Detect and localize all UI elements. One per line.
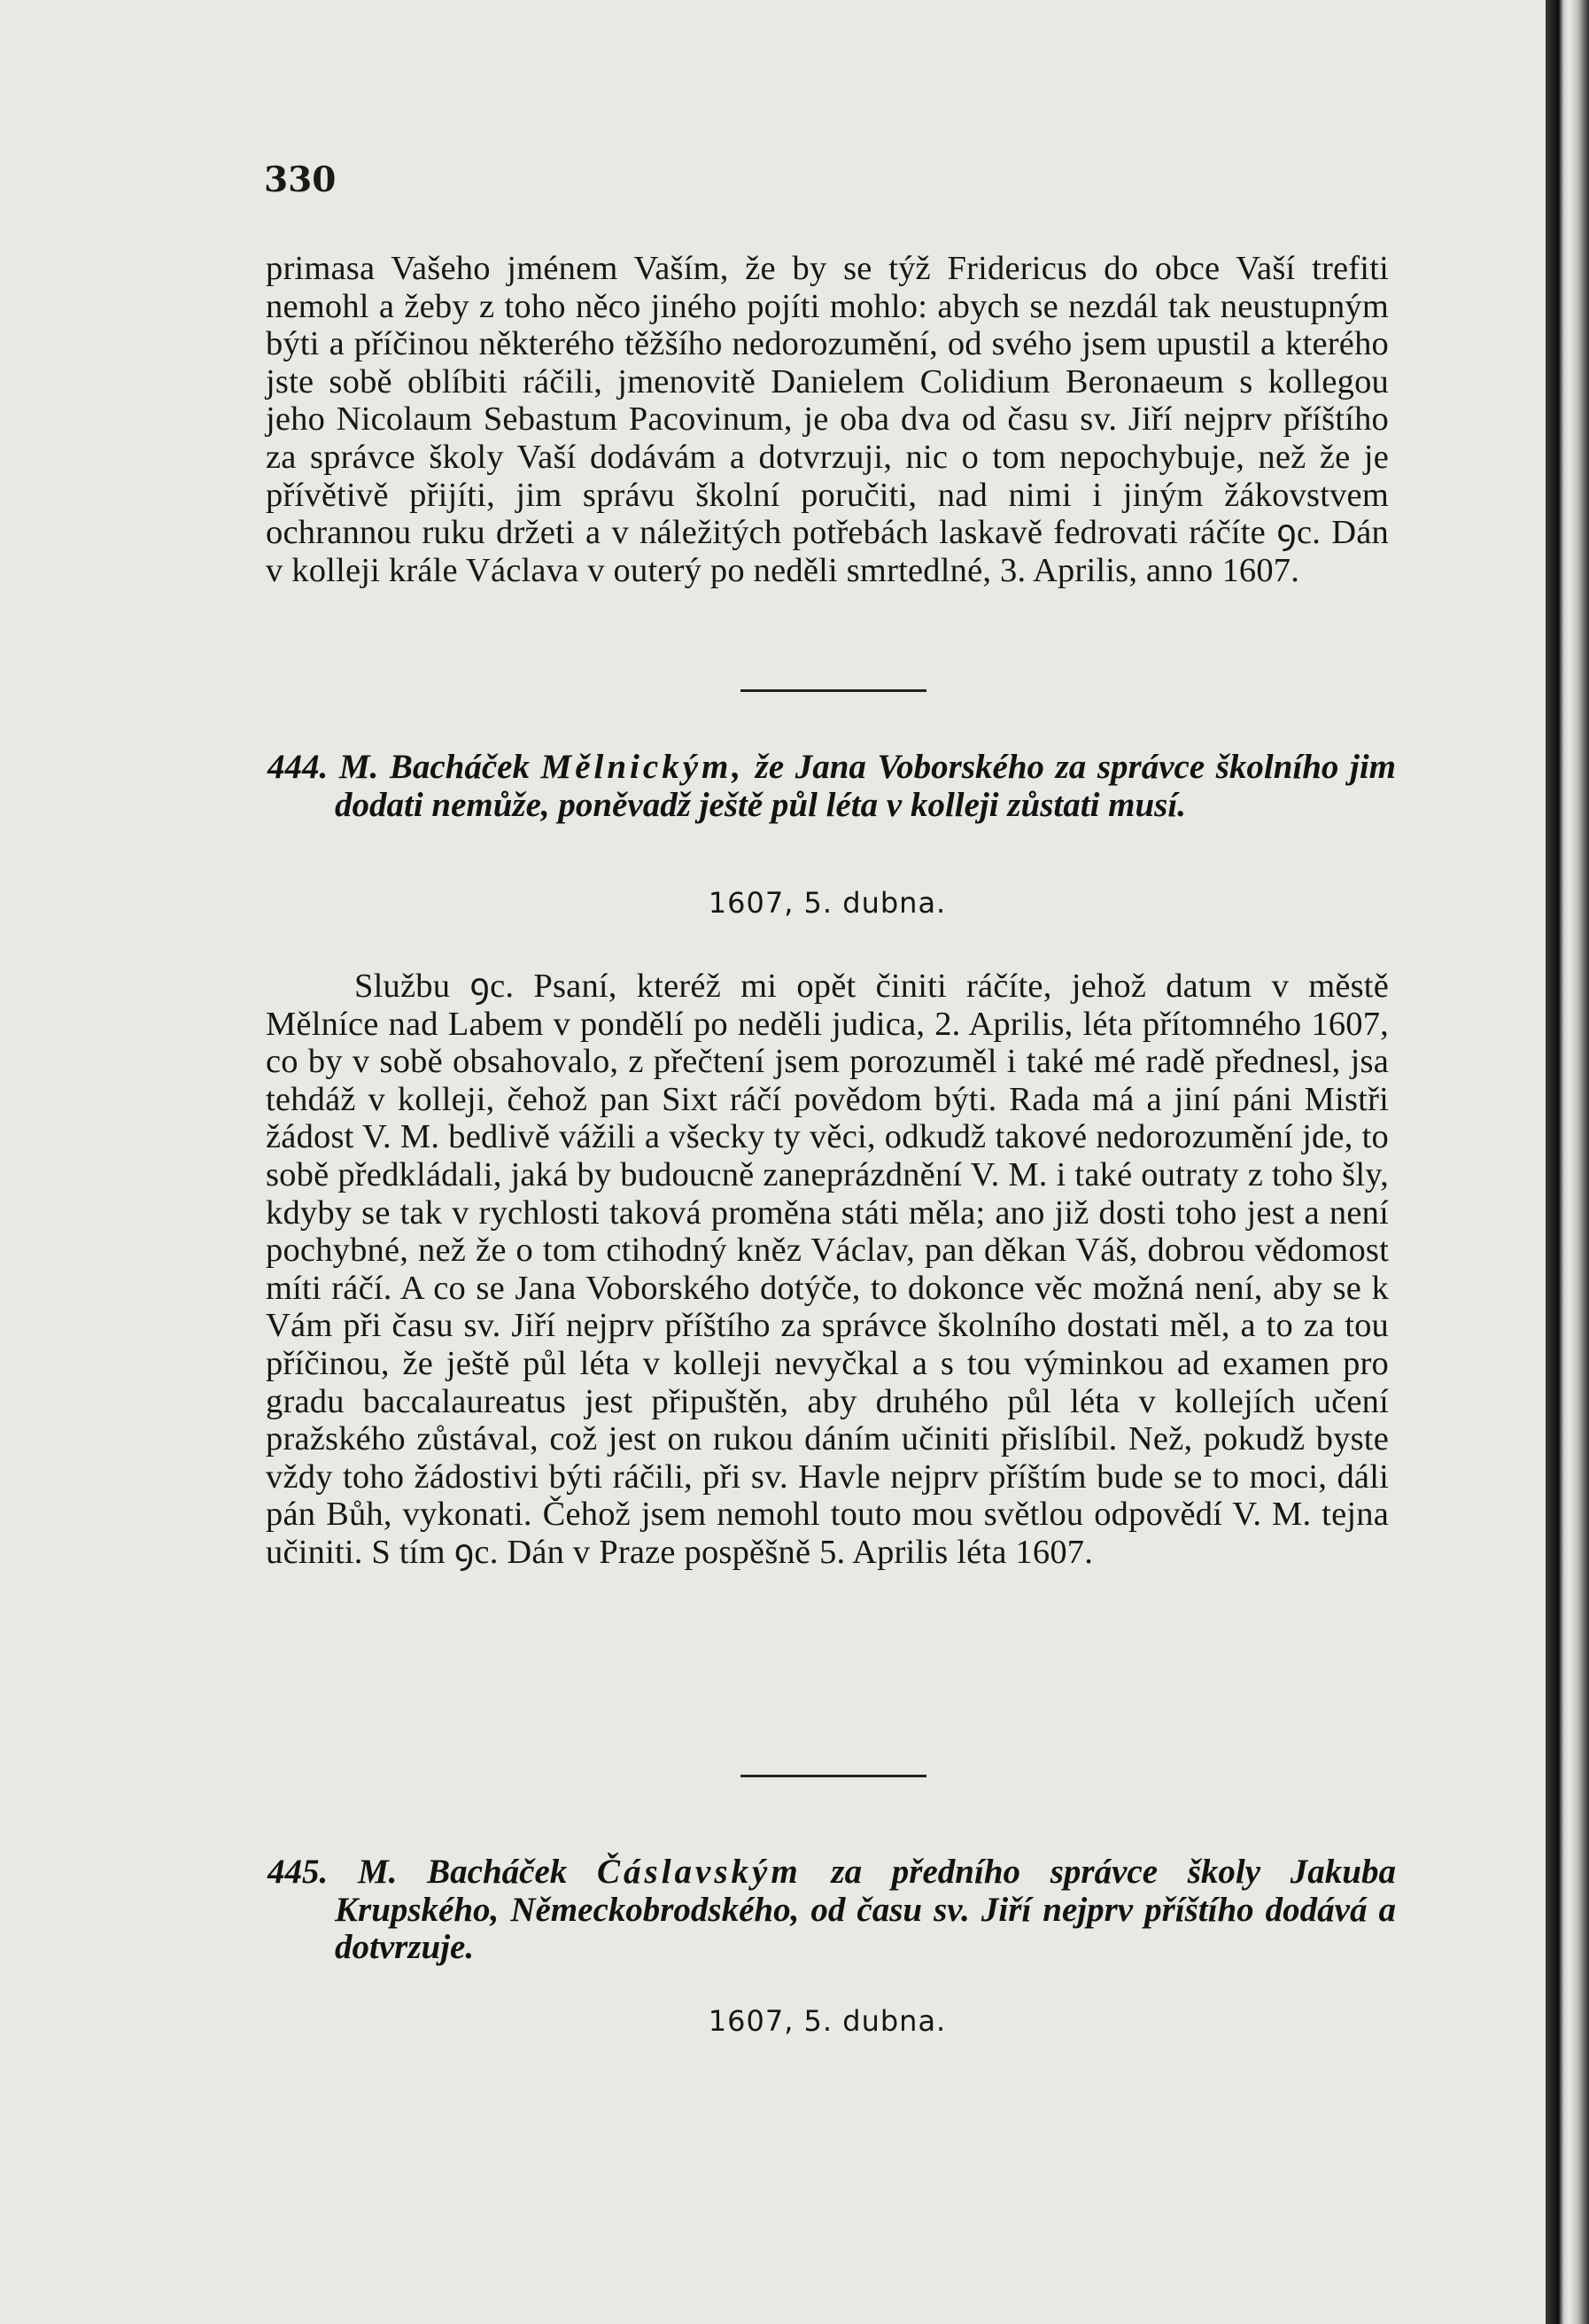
letter-444-heading-prefix: 444. M. Bacháček — [267, 748, 541, 786]
section-divider-2 — [740, 1775, 926, 1777]
letter-445-date: 1607, 5. dubna. — [708, 2004, 947, 2038]
continued-letter-paragraph: primasa Vašeho jménem Vaším, že by se týž Fridericus do obce Vaší trefiti nemohl a žeby z toho něco jiného pojíti mohlo: abych se nezdál tak neustupným býti a příčinou některého těžšího nedorozumění, od svého jsem upustil a kterého jste sobě oblíbiti ráčili, jmenovitě Danielem Colidium Beronaeum s kollegou jeho Nicolaum Sebastum Pacovinum, je oba dva od času sv. Jiří nejprv příštího za správce školy Vaší dodávám a dotvrzuji, nic o tom nepochybuje, než že je přívětivě přijíti, jim správu školní poručiti, nad nimi i jiným žákovstvem ochrannou ruku držeti a v náležitých potřebách laskavě fedrovati ráčíte ꝯc. Dán v kolleji krále Václava v outerý po neděli smrtedlné, 3. Aprilis, anno 1607. — [266, 250, 1389, 589]
letter-445-heading-prefix: 445. M. Bacháček — [267, 1853, 597, 1891]
letter-444-heading-addressee: Mělnickým, — [540, 748, 745, 786]
letter-444-body: Službu ꝯc. Psaní, kteréž mi opět činiti ráčíte, jehož datum v městě Mělníce nad Labem v pondělí po neděli judica, 2. Aprilis, léta přítomného 1607, co by v sobě obsahovalo, z přečtení jsem porozuměl i také mé radě přednesl, jsa tehdáž v kolleji, čehož pan Sixt ráčí povědom býti. Rada má a jiní páni Mistři žádost V. M. bedlivě vážili a všecky ty věci, odkudž takové nedorozumění jde, to sobě předkládali, jaká by budoucně zaneprázdnění V. M. i také outraty z toho šly, kdyby se tak v rychlosti taková proměna státi měla; ano již dosti toho jest a není pochybné, než že o tom ctihodný kněz Václav, pan děkan Váš, dobrou vědomost míti ráčí. A co se Jana Voborského dotýče, to dokonce věc možná není, aby se k Vám při času sv. Jiří nejprv příštího za správce školního dostati měl, a to za tou příčinou, že ještě půl léta v kolleji nevyčkal a s tou výminkou ad examen pro gradu baccalaureatus jest připuštěn, aby druhého půl léta v kollejích učení pražského zůstával, což jest on rukou dáním učiniti přislíbil. Než, pokudž byste vždy toho žádostivi býti ráčili, při sv. Havle nejprv příštím bude se to moci, dáli pán Bůh, vykonati. Čehož jsem nemohl touto mou světlou odpovědí V. M. tejna učiniti. S tím ꝯc. Dán v Praze pospěšně 5. Aprilis léta 1607. — [266, 968, 1389, 1571]
letter-444-date: 1607, 5. dubna. — [708, 886, 947, 920]
letter-445-heading-summary: za předního správce školy Jakuba Krupského, Německobrodského, od času sv. Jiří nejprv příštího dodává a dotvrzuje. — [335, 1853, 1396, 1966]
letter-444-heading-summary: že Jana Voborského za správce školního jim dodati nemůže, poněvadž ještě půl léta v kolleji zůstati musí. — [335, 748, 1397, 824]
letter-444-heading — [267, 749, 1396, 824]
page-number: 330 — [264, 159, 337, 200]
letter-445-heading-addressee: Čáslavským — [597, 1853, 802, 1891]
scan-page-edge — [1546, 0, 1589, 2324]
letter-445-heading — [267, 1854, 1396, 1967]
section-divider-1 — [740, 689, 926, 692]
